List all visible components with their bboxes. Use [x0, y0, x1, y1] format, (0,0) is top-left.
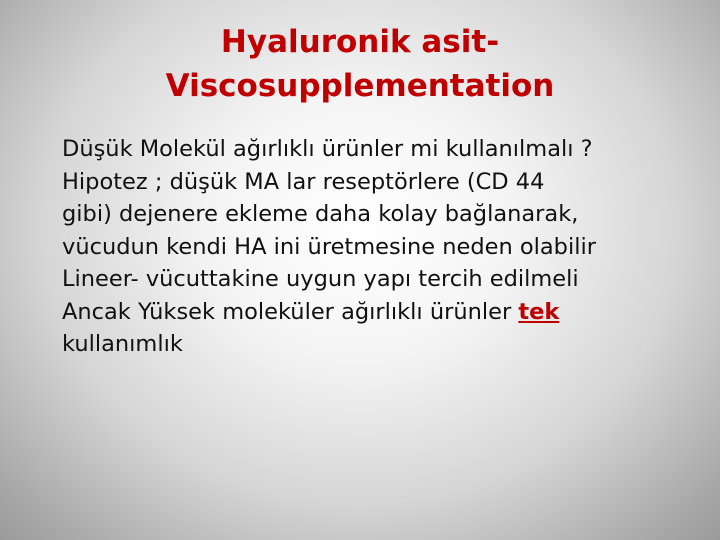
body-line-5: Lineer- vücuttakine uygun yapı tercih edilmeli [62, 266, 579, 292]
body-line-7: kullanımlık [62, 331, 183, 357]
title-line-1: Hyaluronik asit- [220, 24, 500, 60]
body-line-2: Hipotez ; düşük MA lar reseptörlere (CD 44 [62, 168, 545, 195]
slide-title [0, 20, 720, 108]
body-line-3: gibi) dejenere ekleme daha kolay bağlanarak, [62, 201, 579, 227]
body-line-4: vücudun kendi HA ini üretmesine neden olabilir [62, 233, 596, 260]
body-line-6-text: Ancak Yüksek moleküler ağırlıklı ürünler [62, 298, 519, 325]
highlight-word: tek [518, 298, 560, 325]
body-line-6 [62, 296, 702, 329]
title-line-2: Viscosupplementation [165, 68, 555, 104]
slide-body [62, 133, 702, 361]
body-line-1: Düşük Molekül ağırlıklı ürünler mi kullanılmalı ? [62, 136, 593, 162]
